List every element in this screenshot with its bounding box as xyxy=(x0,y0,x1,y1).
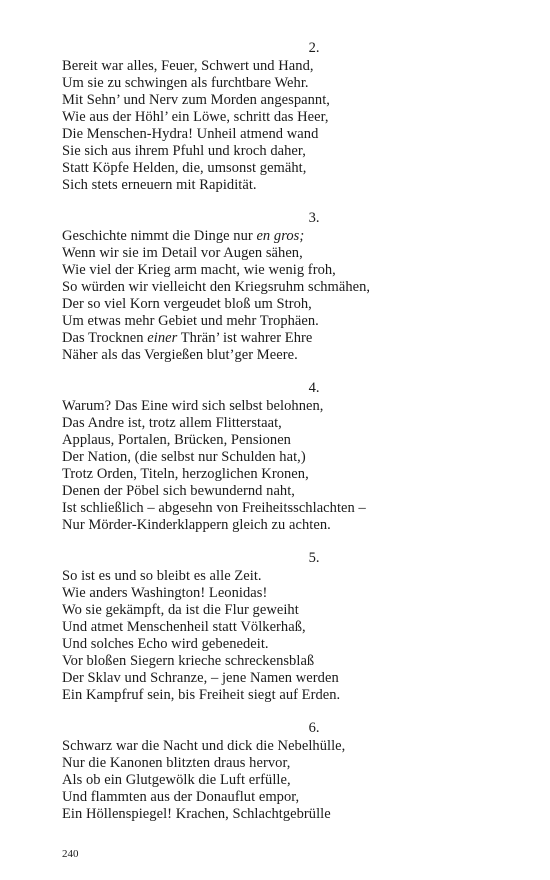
verse-text: Die Menschen-Hydra! Unheil atmend wand xyxy=(62,126,319,142)
verse-text: Wenn wir sie im Detail vor Augen sähen, xyxy=(62,245,303,261)
verse-line xyxy=(62,738,502,755)
verse-text: Das Andre ist, trotz allem Flitterstaat, xyxy=(62,415,282,431)
verse-text: Und solches Echo wird gebenedeit. xyxy=(62,636,269,652)
verse-line xyxy=(62,687,502,704)
verse-text: Das Trocknen xyxy=(62,330,148,346)
verse-line xyxy=(62,670,502,687)
verse-line xyxy=(62,279,502,296)
stanza-number: 5. xyxy=(308,550,320,566)
verse-line xyxy=(62,415,502,432)
verse-line xyxy=(62,585,502,602)
verse-text: So würden wir vielleicht den Kriegsruhm schmähen, xyxy=(62,279,371,295)
verse-text: Näher als das Vergießen blut’ger Meere. xyxy=(62,347,298,363)
verse-line xyxy=(62,636,502,653)
verse-text: Vor bloßen Siegern krieche schreckensblaß xyxy=(62,653,315,669)
verse-text: Ein Kampfruf sein, bis Freiheit siegt auf Erden. xyxy=(62,687,341,703)
verse-text: Und atmet Menschenheil statt Völkerhaß, xyxy=(62,619,306,635)
verse-line xyxy=(62,313,502,330)
verse-line xyxy=(62,245,502,262)
italic-text: einer xyxy=(147,330,178,346)
verse-line xyxy=(62,789,502,806)
stanza xyxy=(62,720,502,823)
verse-text: Wie viel der Krieg arm macht, wie wenig froh, xyxy=(62,262,336,278)
stanza-number: 4. xyxy=(308,380,320,396)
verse-line xyxy=(62,517,502,534)
verse-line xyxy=(62,160,502,177)
verse-text: Denen der Pöbel sich bewundernd naht, xyxy=(62,483,295,499)
verse-line xyxy=(62,466,502,483)
verse-line xyxy=(62,398,502,415)
verse-line xyxy=(62,619,502,636)
verse-text: Wie anders Washington! Leonidas! xyxy=(62,585,268,601)
verse-text: Ein Höllenspiegel! Krachen, Schlachtgebrülle xyxy=(62,806,331,822)
verse-text: Geschichte nimmt die Dinge nur xyxy=(62,228,257,244)
verse-line xyxy=(62,58,502,75)
verse-line xyxy=(62,432,502,449)
verse-text: Bereit war alles, Feuer, Schwert und Hand, xyxy=(62,58,314,74)
verse-text: Und flammten aus der Donauflut empor, xyxy=(62,789,300,805)
verse-text: Ist schließlich – abgesehn von Freiheitsschlachten – xyxy=(62,500,366,516)
verse-text: Thrän’ ist wahrer Ehre xyxy=(177,330,313,346)
verse-text: Schwarz war die Nacht und dick die Nebelhülle, xyxy=(62,738,346,754)
verse-text: Warum? Das Eine wird sich selbst belohnen, xyxy=(62,398,324,414)
verse-line xyxy=(62,806,502,823)
verse-text: Der Sklav und Schranze, – jene Namen werden xyxy=(62,670,339,686)
verse-text: Der Nation, (die selbst nur Schulden hat,) xyxy=(62,449,306,465)
verse-text: Um sie zu schwingen als furchtbare Wehr. xyxy=(62,75,309,91)
verse-text: Mit Sehn’ und Nerv zum Morden angespannt, xyxy=(62,92,330,108)
verse-text: Als ob ein Glutgewölk die Luft erfülle, xyxy=(62,772,291,788)
verse-text: Wo sie gekämpft, da ist die Flur geweiht xyxy=(62,602,299,618)
stanza xyxy=(62,210,502,364)
verse-text: Applaus, Portalen, Brücken, Pensionen xyxy=(62,432,291,448)
verse-line xyxy=(62,449,502,466)
verse-line xyxy=(62,330,502,347)
verse-line xyxy=(62,755,502,772)
verse-text: Sie sich aus ihrem Pfuhl und kroch daher, xyxy=(62,143,306,159)
verse-line xyxy=(62,126,502,143)
verse-line xyxy=(62,500,502,517)
italic-text: en gros; xyxy=(256,228,305,244)
stanza xyxy=(62,550,502,704)
stanza xyxy=(62,40,502,194)
verse-text: Wie aus der Höhl’ ein Löwe, schritt das Heer, xyxy=(62,109,329,125)
page-number: 240 xyxy=(62,848,79,860)
verse-text: Um etwas mehr Gebiet und mehr Trophäen. xyxy=(62,313,319,329)
verse-text: Trotz Orden, Titeln, herzoglichen Kronen, xyxy=(62,466,309,482)
verse-line xyxy=(62,347,502,364)
verse-line xyxy=(62,602,502,619)
verse-line xyxy=(62,177,502,194)
stanza xyxy=(62,380,502,534)
verse-text: So ist es und so bleibt es alle Zeit. xyxy=(62,568,262,584)
verse-text: Sich stets erneuern mit Rapidität. xyxy=(62,177,257,193)
verse-text: Nur Mörder-Kinderklappern gleich zu achten. xyxy=(62,517,331,533)
verse-line xyxy=(62,92,502,109)
verse-line xyxy=(62,568,502,585)
verse-line xyxy=(62,653,502,670)
stanza-number: 3. xyxy=(308,210,320,226)
stanza-number: 6. xyxy=(308,720,320,736)
poem-page xyxy=(62,40,502,839)
verse-text: Nur die Kanonen blitzten draus hervor, xyxy=(62,755,291,771)
verse-line xyxy=(62,109,502,126)
verse-line xyxy=(62,772,502,789)
stanza-number: 2. xyxy=(308,40,320,56)
verse-line xyxy=(62,228,502,245)
verse-text: Statt Köpfe Helden, die, umsonst gemäht, xyxy=(62,160,307,176)
verse-line xyxy=(62,75,502,92)
verse-line xyxy=(62,143,502,160)
verse-text: Der so viel Korn vergeudet bloß um Stroh, xyxy=(62,296,312,312)
verse-line xyxy=(62,483,502,500)
verse-line xyxy=(62,296,502,313)
verse-line xyxy=(62,262,502,279)
